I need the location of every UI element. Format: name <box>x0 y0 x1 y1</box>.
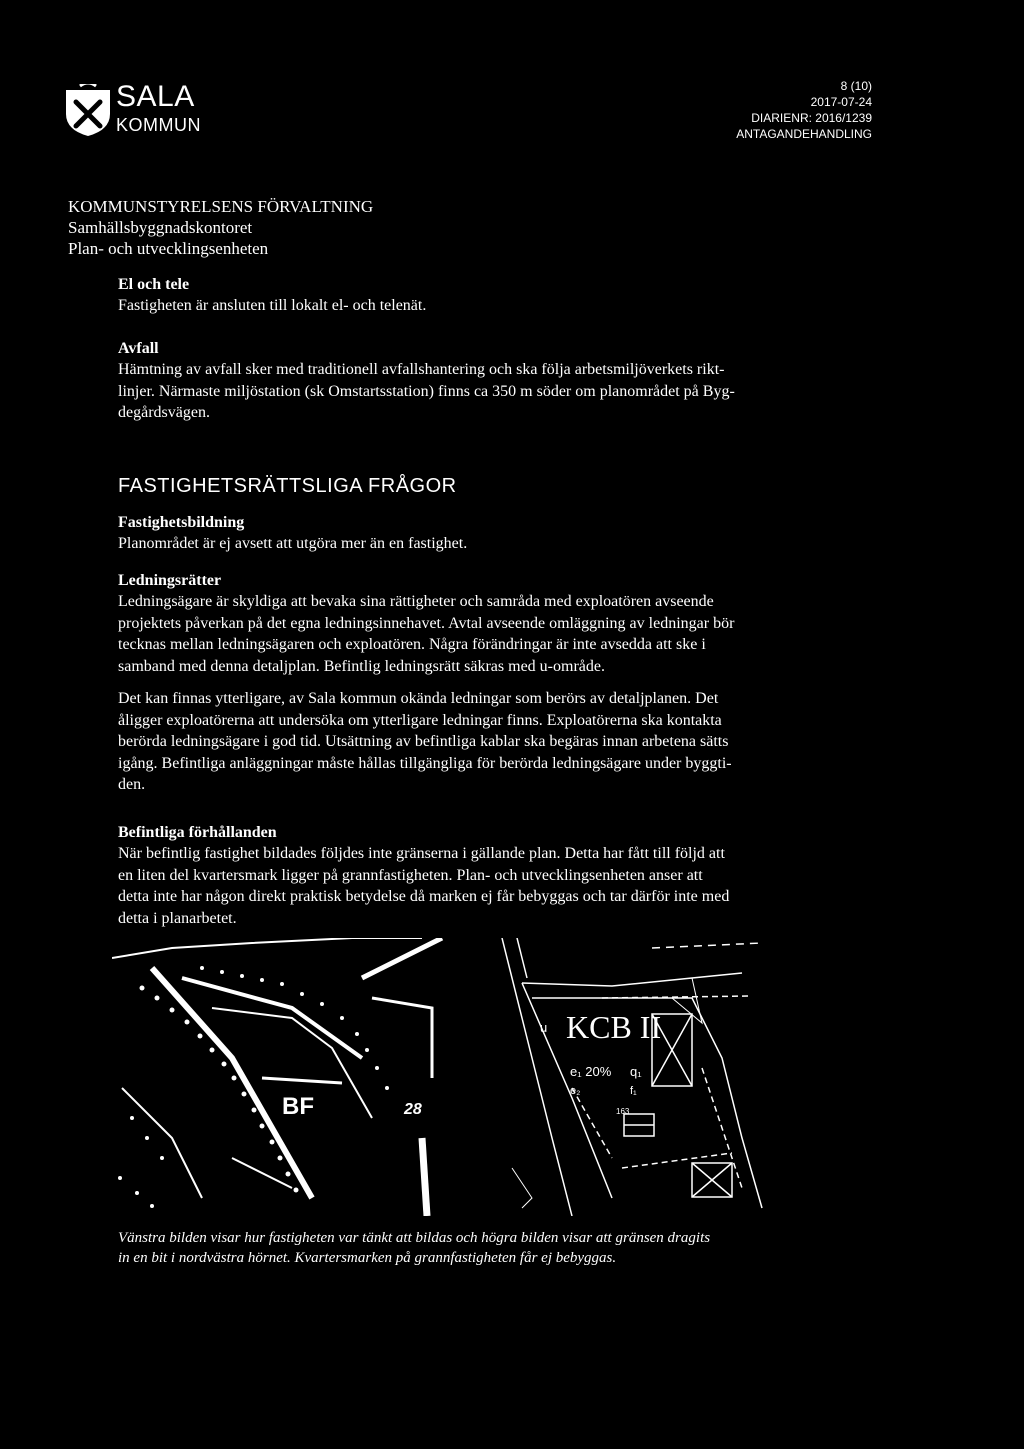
paragraph <box>118 843 868 929</box>
map-label-u: u <box>540 1020 548 1035</box>
logo-text-kommun: KOMMUN <box>116 115 201 135</box>
text-line: Fastigheten är ansluten till lokalt el- och telenät. <box>118 297 427 314</box>
municipal-emblem-icon <box>64 84 112 136</box>
map-label-number: 28 <box>404 1101 422 1118</box>
map-label-163: 163 <box>616 1107 630 1116</box>
logo-text-sala: SALA <box>116 80 195 113</box>
text-line: åligger exploatörerna att undersöka om ytterligare ledningar finns. Exploatörerna ska kontakta <box>118 711 722 729</box>
right-plan-map <box>492 938 770 1216</box>
text-line: detta i planarbetet. <box>118 909 237 927</box>
befintliga-forhallanden-section <box>118 822 868 929</box>
text-line: Hämtning av avfall sker med traditionell avfallshantering och ska följa arbetsmiljöverkets rikt- <box>118 361 725 378</box>
paragraph <box>118 295 868 317</box>
map-label-bf: BF <box>282 1093 314 1120</box>
left-plan-map <box>112 938 448 1216</box>
section-heading: El och tele <box>118 276 190 293</box>
text-line: degårdsvägen. <box>118 404 210 421</box>
department-line: Samhällsbyggnadskontoret <box>68 218 253 237</box>
caption-line: in en bit i nordvästra hörnet. Kvartersmarken på grannfastigheten får ej bebyggas. <box>118 1250 617 1266</box>
text-line: linjer. Närmaste miljöstation (sk Omstartsstation) finns ca 350 m söder om planområdet på Byg- <box>118 382 735 400</box>
department-line: KOMMUNSTYRELSENS FÖRVALTNING <box>68 197 374 216</box>
paragraph <box>118 591 868 677</box>
map-label-e2: e₂ <box>570 1085 581 1097</box>
text-line: detta inte har någon direkt praktisk betydelse då marken ej får bebyggas och tar därför inte med <box>118 888 730 905</box>
text-line: samband med denna detaljplan. Befintlig ledningsrätt säkras med u-område. <box>118 657 605 675</box>
paragraph <box>118 359 868 424</box>
ledningsratter-section <box>118 570 868 796</box>
map-label-kcb: KCB II <box>566 1009 662 1045</box>
caption-line: Vänstra bilden visar hur fastigheten var tänkt att bildas och högra bilden visar att gränsen dragits <box>118 1230 711 1246</box>
section-heading: Befintliga förhållanden <box>118 824 277 841</box>
text-line: igång. Befintliga anläggningar måste hållas tillgängliga för berörda ledningsägare under byggti- <box>118 754 732 772</box>
map-label-e1: e₁ 20% <box>570 1064 612 1079</box>
text-line: Ledningsägare är skyldiga att bevaka sina rättigheter och samråda med exploatören avseende <box>118 593 714 610</box>
text-line: projektets påverkan på det egna ledningsinnehavet. Avtal avseende omläggning av ledningar bör <box>118 614 735 632</box>
text-line: berörda ledningsägare i god tid. Utsättning av befintliga kablar ska begäras innan arbetena sätts <box>118 733 729 750</box>
document-status: ANTAGANDEHANDLING <box>736 127 872 141</box>
paragraph <box>118 533 868 555</box>
text-line: tecknas mellan ledningsägaren och exploatören. Några förändringar är inte avsedda att ske i <box>118 636 706 653</box>
paragraph <box>118 688 868 796</box>
department-block <box>68 196 373 259</box>
section-heading: Ledningsrätter <box>118 572 222 589</box>
sala-kommun-logo <box>64 82 224 142</box>
text-line: Planområdet är ej avsett att utgöra mer än en fastighet. <box>118 535 468 552</box>
text-line: Det kan finnas ytterligare, av Sala kommun okända ledningar som berörs av detaljplanen. Det <box>118 690 719 707</box>
figure-caption <box>118 1228 710 1268</box>
section-heading: Avfall <box>118 340 159 357</box>
document-meta <box>736 78 872 142</box>
document-date: 2017-07-24 <box>810 95 872 109</box>
text-line: När befintlig fastighet bildades följdes inte gränserna i gällande plan. Detta har fått till följd att <box>118 845 725 862</box>
fastighetsbildning-section <box>118 512 868 555</box>
department-line: Plan- och utvecklingsenheten <box>68 239 269 258</box>
section-heading: Fastighetsbildning <box>118 514 245 531</box>
text-line: en liten del kvartersmark ligger på grannfastigheten. Plan- och utvecklingsenheten anser att <box>118 866 703 884</box>
text-line: den. <box>118 776 146 793</box>
diary-number: DIARIENR: 2016/1239 <box>751 111 872 125</box>
avfall-section <box>118 338 868 424</box>
el-och-tele-section <box>118 274 868 317</box>
map-label-f: f₁ <box>630 1085 637 1097</box>
page-number: 8 (10) <box>840 79 872 93</box>
section-title: FASTIGHETSRÄTTSLIGA FRÅGOR <box>118 475 457 497</box>
map-label-q: q₁ <box>630 1064 642 1079</box>
